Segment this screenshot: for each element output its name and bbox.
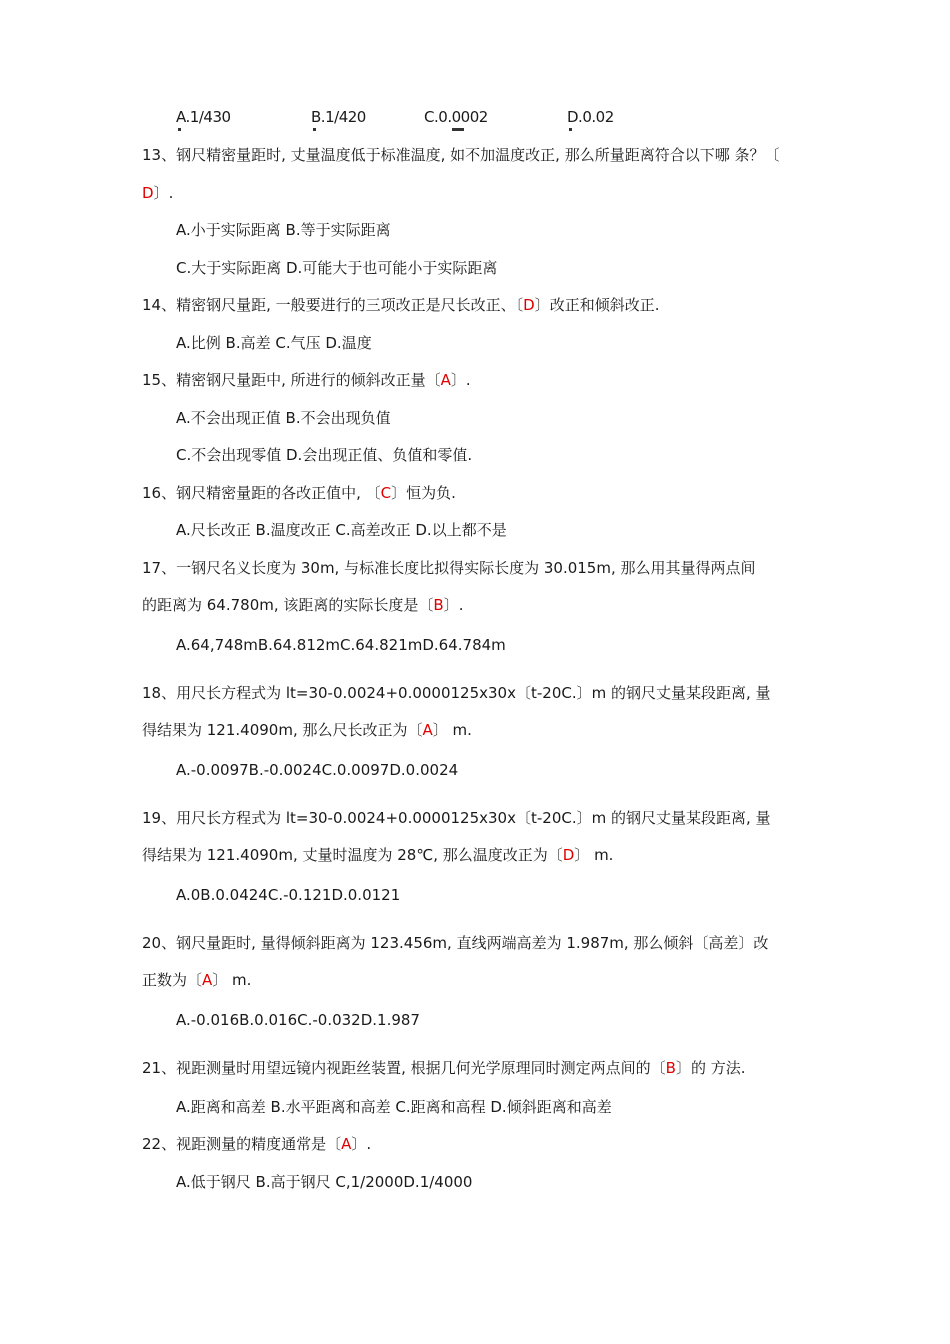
question-text: 16、钢尺精密量距的各改正值中, 〔: [142, 484, 381, 502]
question-22: [142, 1134, 371, 1154]
underline-mark: [313, 128, 316, 131]
question-15: [142, 370, 471, 390]
question-text: 〕 m.: [432, 721, 472, 739]
question-19-options: A.0B.0.0424C.-0.121D.0.0121: [176, 886, 401, 904]
answer-label: D: [562, 846, 575, 864]
underline-mark: [452, 128, 464, 131]
question-21: [142, 1058, 745, 1078]
question-text: 21、视距测量时用望远镜内视距丝装置, 根据几何光学原理同时测定两点间的〔: [142, 1059, 666, 1077]
question-text: 〕.: [153, 184, 174, 202]
question-20-line-1: 20、钢尺量距时, 量得倾斜距离为 123.456m, 直线两端高差为 1.987m, 那么倾斜〔高差〕改: [142, 934, 769, 952]
question-text: 〕.: [450, 371, 471, 389]
question-13-options-1: A.小于实际距离 B.等于实际距离: [176, 221, 391, 239]
question-14: [142, 295, 659, 315]
question-13-line-2: [142, 183, 173, 203]
question-text: 正数为〔: [142, 971, 203, 989]
answer-label: D: [523, 296, 535, 314]
underline-mark: [569, 128, 572, 131]
question-13-line-1: 13、钢尺精密量距时, 丈量温度低于标准温度, 如不加温度改正, 那么所量距离符合以下哪 条？〔: [142, 146, 780, 164]
question-text: 得结果为 121.4090m, 丈量时温度为 28℃, 那么温度改正为〔: [142, 846, 563, 864]
question-20-line-2: [142, 970, 251, 990]
answer-label: A: [422, 721, 433, 739]
question-16-options: A.尺长改正 B.温度改正 C.高差改正 D.以上都不是: [176, 521, 507, 539]
option-b: B.1/420: [311, 108, 366, 126]
question-21-options: A.距离和高差 B.水平距离和高差 C.距离和高程 D.倾斜距离和高差: [176, 1098, 612, 1116]
question-text: 的距离为 64.780m, 该距离的实际长度是〔: [142, 596, 434, 614]
question-15-options-1: A.不会出现正值 B.不会出现负值: [176, 409, 391, 427]
question-18-line-2: [142, 720, 472, 740]
answer-label: D: [142, 184, 154, 202]
question-14-options: A.比例 B.高差 C.气压 D.温度: [176, 334, 372, 352]
question-text: 14、精密钢尺量距, 一般要进行的三项改正是尺长改正、〔: [142, 296, 524, 314]
answer-label: A: [440, 371, 451, 389]
question-17-options: A.64,748mB.64.812mC.64.821mD.64.784m: [176, 636, 506, 654]
option-d: D.0.02: [567, 108, 614, 126]
question-text: 〕改正和倾斜改正.: [534, 296, 660, 314]
question-19-line-2: [142, 845, 613, 865]
question-text: 〕 m.: [212, 971, 252, 989]
option-c: C.0.0002: [424, 108, 488, 126]
question-16: [142, 483, 456, 503]
question-text: 〕恒为负.: [391, 484, 456, 502]
question-15-options-2: C.不会出现零值 D.会出现正值、负值和零值.: [176, 446, 473, 464]
question-text: 〕.: [351, 1135, 372, 1153]
answer-label: B: [433, 596, 444, 614]
question-18-line-1: 18、用尺长方程式为 lt=30-0.0024+0.0000125x30x〔t-20C.〕m 的钢尺丈量某段距离, 量: [142, 684, 771, 702]
question-text: 〕.: [443, 596, 464, 614]
answer-label: A: [341, 1135, 352, 1153]
question-text: 15、精密钢尺量距中, 所进行的倾斜改正量〔: [142, 371, 441, 389]
question-19-line-1: 19、用尺长方程式为 lt=30-0.0024+0.0000125x30x〔t-20C.〕m 的钢尺丈量某段距离, 量: [142, 809, 771, 827]
question-22-options: A.低于钢尺 B.高于钢尺 C,1/2000D.1/4000: [176, 1173, 473, 1191]
question-17-line-2: [142, 595, 463, 615]
question-18-options: A.-0.0097B.-0.0024C.0.0097D.0.0024: [176, 761, 459, 779]
underline-mark: [178, 128, 181, 131]
answer-label: C: [380, 484, 392, 502]
question-text: 得结果为 121.4090m, 那么尺长改正为〔: [142, 721, 423, 739]
question-text: 〕的 方法.: [675, 1059, 746, 1077]
question-17-line-1: 17、一钢尺名义长度为 30m, 与标准长度比拟得实际长度为 30.015m, 那么用其量得两点间: [142, 559, 756, 577]
question-20-options: A.-0.016B.0.016C.-0.032D.1.987: [176, 1011, 420, 1029]
answer-label: A: [202, 971, 213, 989]
question-text: 〕 m.: [574, 846, 614, 864]
answer-label: B: [665, 1059, 676, 1077]
option-a: A.1/430: [176, 108, 231, 126]
question-13-options-2: C.大于实际距离 D.可能大于也可能小于实际距离: [176, 259, 498, 277]
question-text: 22、视距测量的精度通常是〔: [142, 1135, 342, 1153]
